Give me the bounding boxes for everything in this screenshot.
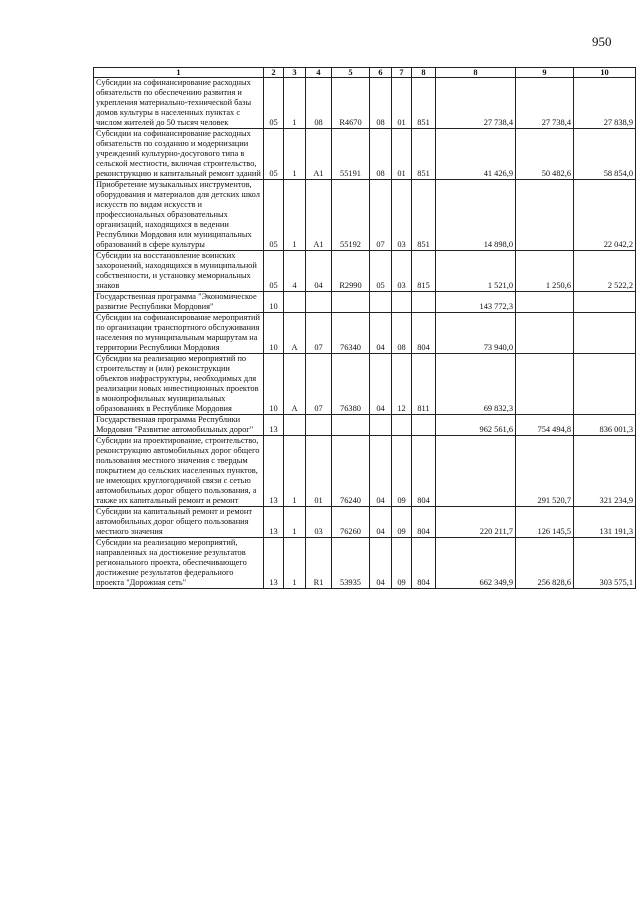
code-cell: 05	[264, 251, 284, 292]
code-cell	[332, 415, 370, 436]
code-cell: 03	[306, 507, 332, 538]
code-cell: 04	[370, 507, 392, 538]
table-row	[94, 538, 636, 589]
code-cell	[284, 415, 306, 436]
amount-cell	[574, 354, 636, 415]
code-cell: 811	[412, 354, 436, 415]
row-name-cell: Субсидии на реализацию мероприятий, направленных на достижение результатов регионального проекта, обеспечивающего достижение результатов федерального проекта "Дорожная сеть"	[94, 538, 264, 589]
code-cell: 76240	[332, 436, 370, 507]
code-cell: 04	[370, 354, 392, 415]
code-cell: R1	[306, 538, 332, 589]
col-header: 10	[574, 68, 636, 78]
code-cell	[392, 292, 412, 313]
budget-table	[93, 67, 636, 589]
code-cell: 05	[370, 251, 392, 292]
amount-cell: 69 832,3	[436, 354, 516, 415]
amount-cell: 27 838,9	[574, 78, 636, 129]
code-cell: 08	[306, 78, 332, 129]
code-cell: 804	[412, 313, 436, 354]
code-cell: 13	[264, 507, 284, 538]
code-cell	[370, 415, 392, 436]
amount-cell: 131 191,3	[574, 507, 636, 538]
code-cell: 1	[284, 180, 306, 251]
code-cell: A1	[306, 129, 332, 180]
table-row	[94, 415, 636, 436]
code-cell: А	[284, 354, 306, 415]
code-cell: 1	[284, 436, 306, 507]
code-cell: 07	[370, 180, 392, 251]
amount-cell: 143 772,3	[436, 292, 516, 313]
table-row	[94, 251, 636, 292]
code-cell: R4670	[332, 78, 370, 129]
table-row	[94, 129, 636, 180]
amount-cell	[436, 436, 516, 507]
code-cell: 815	[412, 251, 436, 292]
row-name-cell: Приобретение музыкальных инструментов, оборудования и материалов для детских школ искусств по видам искусств и профессиональных образовательных организаций, находящихся в ведении Республики Мордовия или муниципальных образований в сфере культуры	[94, 180, 264, 251]
row-name-cell: Субсидии на реализацию мероприятий по строительству и (или) реконструкции объектов инфраструктуры, необходимых для реализации новых инвестиционных проектов в монопрофильных муниципальных образованиях в Республике Мордовия	[94, 354, 264, 415]
code-cell: А	[284, 313, 306, 354]
table-row	[94, 313, 636, 354]
amount-cell: 321 234,9	[574, 436, 636, 507]
code-cell: 09	[392, 538, 412, 589]
row-name-cell: Государственная программа Республики Мордовия "Развитие автомобильных дорог"	[94, 415, 264, 436]
col-header: 2	[264, 68, 284, 78]
code-cell	[370, 292, 392, 313]
col-header: 3	[284, 68, 306, 78]
code-cell: 04	[370, 538, 392, 589]
code-cell: 09	[392, 436, 412, 507]
amount-cell: 22 042,2	[574, 180, 636, 251]
col-header: 5	[332, 68, 370, 78]
amount-cell: 27 738,4	[436, 78, 516, 129]
code-cell: 05	[264, 129, 284, 180]
code-cell: 851	[412, 129, 436, 180]
table-row	[94, 436, 636, 507]
amount-cell	[516, 313, 574, 354]
code-cell	[306, 292, 332, 313]
code-cell: 04	[370, 436, 392, 507]
code-cell: 76340	[332, 313, 370, 354]
col-header: 8	[412, 68, 436, 78]
col-header: 8	[436, 68, 516, 78]
amount-cell: 126 145,5	[516, 507, 574, 538]
page-number: 950	[592, 34, 612, 49]
code-cell	[412, 292, 436, 313]
code-cell	[392, 415, 412, 436]
code-cell: 03	[392, 180, 412, 251]
row-name-cell: Субсидии на проектирование, строительство, реконструкцию автомобильных дорог общего пользования местного значения с твердым покрытием до сельских населенных пунктов, не имеющих круглогодичной связи с сетью автомобильных дорог общего пользования, а также их капитальный ремонт и ремонт	[94, 436, 264, 507]
col-header: 1	[94, 68, 264, 78]
amount-cell: 1 521,0	[436, 251, 516, 292]
amount-cell	[516, 292, 574, 313]
code-cell: 4	[284, 251, 306, 292]
amount-cell: 27 738,4	[516, 78, 574, 129]
code-cell	[412, 415, 436, 436]
col-header: 4	[306, 68, 332, 78]
code-cell	[306, 415, 332, 436]
table-row	[94, 507, 636, 538]
code-cell: 01	[392, 129, 412, 180]
row-name-cell: Субсидии на софинансирование расходных обязательств по обеспечению развития и укрепления материально-технической базы домов культуры в населенных пунктах с числом жителей до 50 тысяч человек	[94, 78, 264, 129]
code-cell: 13	[264, 436, 284, 507]
table-row	[94, 78, 636, 129]
code-cell: 10	[264, 292, 284, 313]
amount-cell: 662 349,9	[436, 538, 516, 589]
code-cell: A1	[306, 180, 332, 251]
amount-cell	[574, 313, 636, 354]
code-cell: 1	[284, 78, 306, 129]
code-cell: 804	[412, 507, 436, 538]
code-cell: 08	[370, 129, 392, 180]
code-cell: 76380	[332, 354, 370, 415]
amount-cell	[516, 354, 574, 415]
code-cell: 07	[306, 313, 332, 354]
code-cell: 07	[306, 354, 332, 415]
code-cell: 01	[392, 78, 412, 129]
col-header: 9	[516, 68, 574, 78]
amount-cell: 73 940,0	[436, 313, 516, 354]
code-cell: 1	[284, 507, 306, 538]
code-cell: 13	[264, 415, 284, 436]
amount-cell: 50 482,6	[516, 129, 574, 180]
code-cell: 05	[264, 78, 284, 129]
code-cell: 804	[412, 538, 436, 589]
amount-cell: 41 426,9	[436, 129, 516, 180]
table-row	[94, 292, 636, 313]
code-cell: 804	[412, 436, 436, 507]
table-row	[94, 180, 636, 251]
amount-cell: 836 001,3	[574, 415, 636, 436]
row-name-cell: Государственная программа "Экономическое развитие Республики Мордовия"	[94, 292, 264, 313]
code-cell: 05	[264, 180, 284, 251]
code-cell: 55191	[332, 129, 370, 180]
code-cell: 55192	[332, 180, 370, 251]
code-cell	[284, 292, 306, 313]
amount-cell: 58 854,0	[574, 129, 636, 180]
amount-cell: 220 211,7	[436, 507, 516, 538]
code-cell: 01	[306, 436, 332, 507]
code-cell	[332, 292, 370, 313]
amount-cell: 2 522,2	[574, 251, 636, 292]
col-header: 7	[392, 68, 412, 78]
amount-cell: 14 898,0	[436, 180, 516, 251]
code-cell: 53935	[332, 538, 370, 589]
amount-cell: 303 575,1	[574, 538, 636, 589]
code-cell: 04	[306, 251, 332, 292]
code-cell: 08	[392, 313, 412, 354]
header-row	[94, 68, 636, 78]
row-name-cell: Субсидии на восстановление воинских захоронений, находящихся в муниципальной собственности, и установку мемориальных знаков	[94, 251, 264, 292]
code-cell: 09	[392, 507, 412, 538]
code-cell: 1	[284, 129, 306, 180]
code-cell: 1	[284, 538, 306, 589]
row-name-cell: Субсидии на капитальный ремонт и ремонт автомобильных дорог общего пользования местного значения	[94, 507, 264, 538]
code-cell: 13	[264, 538, 284, 589]
code-cell: 08	[370, 78, 392, 129]
amount-cell: 1 250,6	[516, 251, 574, 292]
code-cell: 851	[412, 78, 436, 129]
amount-cell	[516, 180, 574, 251]
row-name-cell: Субсидии на софинансирование мероприятий по организации транспортного обслуживания населения по муниципальным маршрутам на территории Республики Мордовия	[94, 313, 264, 354]
table-row	[94, 354, 636, 415]
code-cell: 04	[370, 313, 392, 354]
row-name-cell: Субсидии на софинансирование расходных обязательств по созданию и модернизации учреждений культурно-досугового типа в сельской местности, включая строительство, реконструкцию и капитальный ремонт зданий	[94, 129, 264, 180]
amount-cell: 291 520,7	[516, 436, 574, 507]
code-cell: 851	[412, 180, 436, 251]
amount-cell	[574, 292, 636, 313]
code-cell: R2990	[332, 251, 370, 292]
amount-cell: 754 494,8	[516, 415, 574, 436]
code-cell: 10	[264, 354, 284, 415]
col-header: 6	[370, 68, 392, 78]
code-cell: 76260	[332, 507, 370, 538]
amount-cell: 962 561,6	[436, 415, 516, 436]
code-cell: 12	[392, 354, 412, 415]
code-cell: 10	[264, 313, 284, 354]
amount-cell: 256 828,6	[516, 538, 574, 589]
code-cell: 03	[392, 251, 412, 292]
